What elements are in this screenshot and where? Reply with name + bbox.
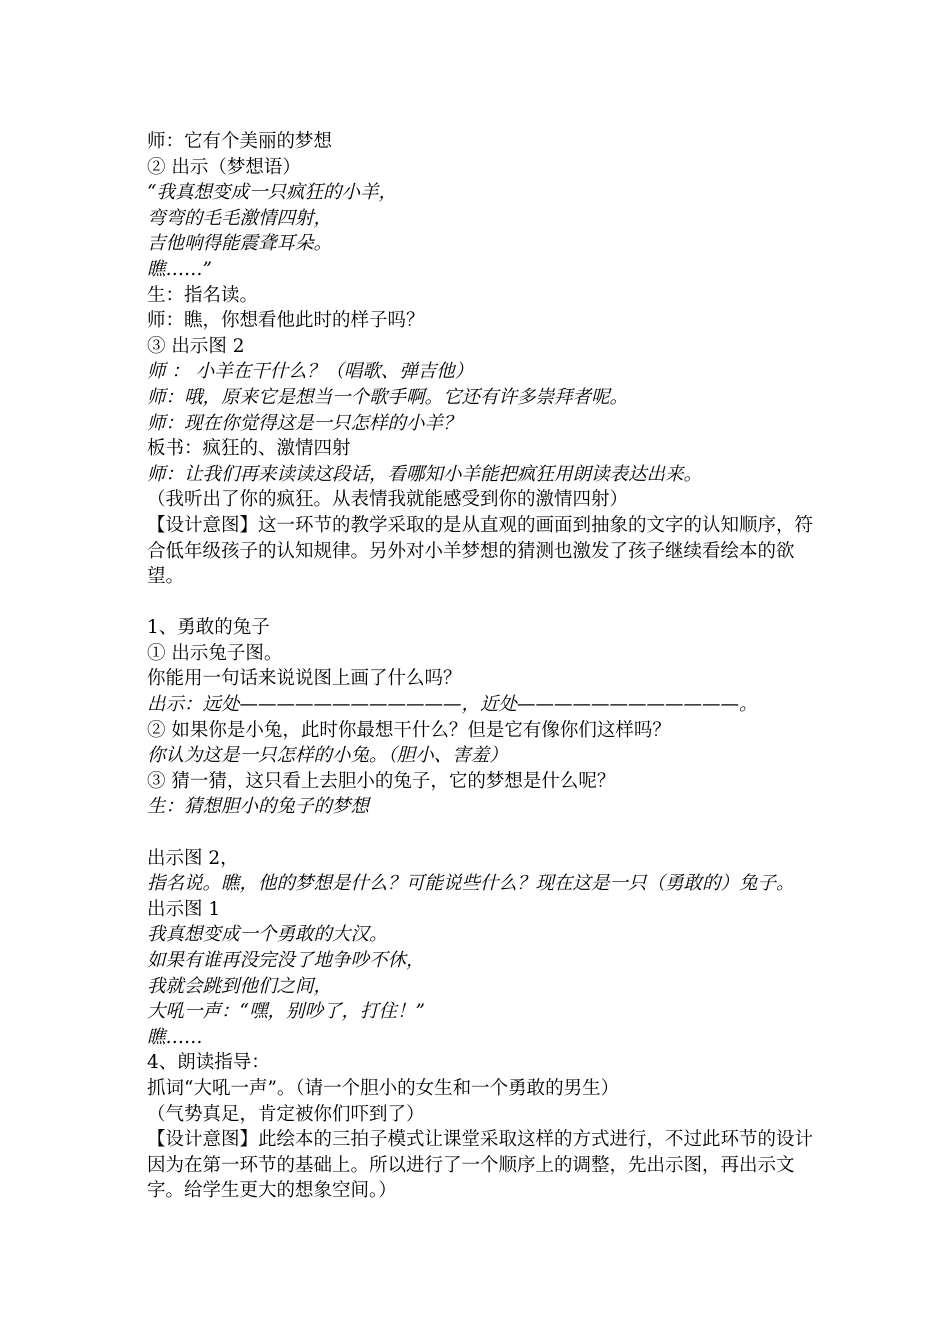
text-line: ③ 猜一猜，这只看上去胆小的兔子，它的梦想是什么呢？	[147, 770, 616, 792]
text-line: 出示图 2，	[147, 847, 239, 869]
blank-line	[147, 820, 817, 846]
text-line: 师：瞧，你想看他此时的样子吗？	[147, 310, 425, 332]
text-line: 师 ： 小羊在干什么？（唱歌、弹吉他）	[147, 361, 474, 383]
text-line: 吉他响得能震聋耳朵。	[147, 233, 333, 255]
text-line: 1、勇敢的兔子	[147, 617, 270, 639]
text-line: 我就会跳到他们之间，	[147, 975, 333, 997]
text-line: 你认为这是一只怎样的小兔。（胆小、害羞）	[147, 745, 508, 767]
text-line: ③ 出示图 2	[147, 335, 245, 357]
text-line: 师：让我们再来读读这段话，看哪知小羊能把疯狂用朗读表达出来。	[147, 463, 703, 485]
text-line: 【设计意图】此绘本的三拍子模式让课堂采取这样的方式进行，不过此环节的设计因为在第一环节的基础上。所以进行了一个顺序上的调整，先出示图，再出示文字。给学生更大的想象空间。）	[147, 1129, 814, 1202]
text-line: 4、朗读指导：	[147, 1052, 270, 1074]
text-line: ① 出示兔子图。	[147, 642, 283, 664]
text-line: （气势真足，肯定被你们吓到了）	[147, 1103, 425, 1125]
text-line: 我真想变成一个勇敢的大汉。	[147, 924, 388, 946]
text-line: ② 如果你是小兔，此时你最想干什么？但是它有像你们这样吗？	[147, 719, 671, 741]
text-line: 板书：疯狂的、激情四射	[147, 438, 351, 460]
text-line: 瞧……	[147, 1026, 203, 1048]
document-page	[147, 129, 817, 1204]
text-line: 如果有谁再没完没了地争吵不休，	[147, 950, 425, 971]
blank-line	[147, 590, 817, 616]
text-line: 抓词“大吼一声”。（请一个胆小的女生和一个勇敢的男生）	[147, 1077, 620, 1099]
text-line: （我听出了你的疯狂。从表情我就能感受到你的激情四射）	[147, 489, 629, 511]
text-line: 大吼一声：“嘿，别吵了，打住！”	[147, 1001, 425, 1023]
text-line: 生：猜想胆小的兔子的梦想	[147, 796, 370, 818]
text-line: 【设计意图】这一环节的教学采取的是从直观的画面到抽象的文字的认知顺序，符合低年级孩子的认知规律。另外对小羊梦想的猜测也激发了孩子继续看绘本的欲望。	[147, 514, 814, 588]
text-line: 指名说。瞧，他的梦想是什么？可能说些什么？现在这是一只（勇敢的）兔子。	[147, 873, 795, 895]
text-line: “我真想变成一只疯狂的小羊，	[147, 182, 397, 204]
text-line: 出示：远处————————————，近处————————————。	[147, 694, 758, 716]
text-line: 师：哦，原来它是想当一个歌手啊。它还有许多崇拜者呢。	[147, 386, 629, 408]
text-line: 师：现在你觉得这是一只怎样的小羊？	[147, 412, 462, 434]
text-line: ② 出示（梦想语）	[147, 156, 301, 178]
text-line: 弯弯的毛毛激情四射，	[147, 207, 333, 229]
text-line: 你能用一句话来说说图上画了什么吗？	[147, 668, 462, 690]
text-line: 出示图 1	[147, 898, 221, 920]
text-line: 生：指名读。	[147, 284, 259, 306]
text-line: 瞧……”	[147, 258, 212, 280]
text-line: 师：它有个美丽的梦想	[147, 131, 333, 152]
